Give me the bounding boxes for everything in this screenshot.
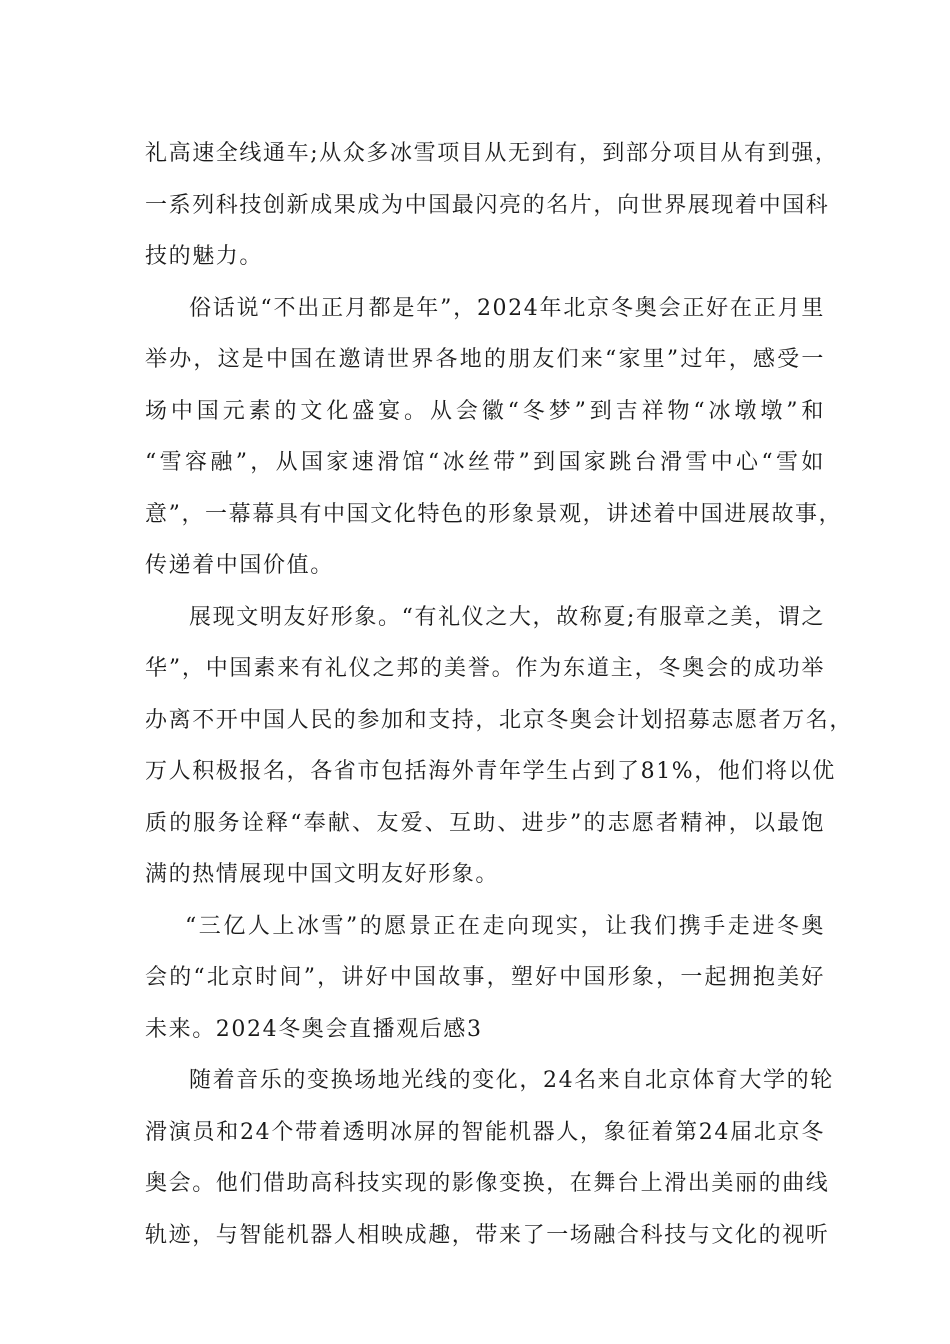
text-line: 举办，这是中国在邀请世界各地的朋友们来“家里”过年，感受一 [145,347,825,372]
text-line: “三亿人上冰雪”的愿景正在走向现实，让我们携手走进冬奥 [185,913,825,939]
paragraph-2 [145,283,843,592]
text-line: 传递着中国价值。 [145,553,334,578]
text-line: “雪容融”，从国家速滑馆“冰丝带”到国家跳台滑雪中心“雪如 [145,450,825,475]
text-line: 质的服务诠释“奉献、友爱、互助、进步”的志愿者精神，以最饱 [145,810,825,836]
text-line: 俗话说“不出正月都是年”，2024年北京冬奥会正好在正月里 [189,295,825,321]
text-line: 随着音乐的变换场地光线的变化，24名来自北京体育大学的轮 [189,1068,834,1093]
text-line: 奥会。他们借助高科技实现的影像变换，在舞台上滑出美丽的曲线 [145,1171,830,1196]
text-line: 礼高速全线通车;从众多冰雪项目从无到有，到部分项目从有到强， [145,141,839,166]
text-line: 会的“北京时间”，讲好中国故事，塑好中国形象，一起拥抱美好 [145,965,825,990]
text-line: 华”，中国素来有礼仪之邦的美誉。作为东道主，冬奥会的成功举 [145,656,825,681]
paragraph-4 [145,901,825,1056]
text-line: 场中国元素的文化盛宴。从会徽“冬梦”到吉祥物“冰墩墩”和 [145,398,825,424]
text-line: 满的热情展现中国文明友好形象。 [145,862,500,887]
text-line: 展现文明友好形象。“有礼仪之大，故称夏;有服章之美，谓之 [189,604,825,630]
text-line: 轨迹，与智能机器人相映成趣，带来了一场融合科技与文化的视听 [145,1222,830,1248]
text-line: 未来。2024冬奥会直播观后感3 [145,1016,483,1042]
text-line: 技的魅力。 [145,244,264,269]
text-line: 滑演员和24个带着透明冰屏的智能机器人，象征着第24届北京冬 [145,1119,825,1145]
text-line: 一系列科技创新成果成为中国最闪亮的名片，向世界展现着中国科 [145,192,830,218]
document-body [145,128,854,1261]
paragraph-3 [145,592,854,901]
paragraph-1 [145,128,839,283]
text-line: 办离不开中国人民的参加和支持，北京冬奥会计划招募志愿者万名， [145,707,854,733]
paragraph-5 [145,1055,834,1261]
text-line: 意”，一幕幕具有中国文化特色的形象景观，讲述着中国进展故事， [145,501,843,527]
text-line: 万人积极报名，各省市包括海外青年学生占到了81%，他们将以优 [145,759,836,784]
